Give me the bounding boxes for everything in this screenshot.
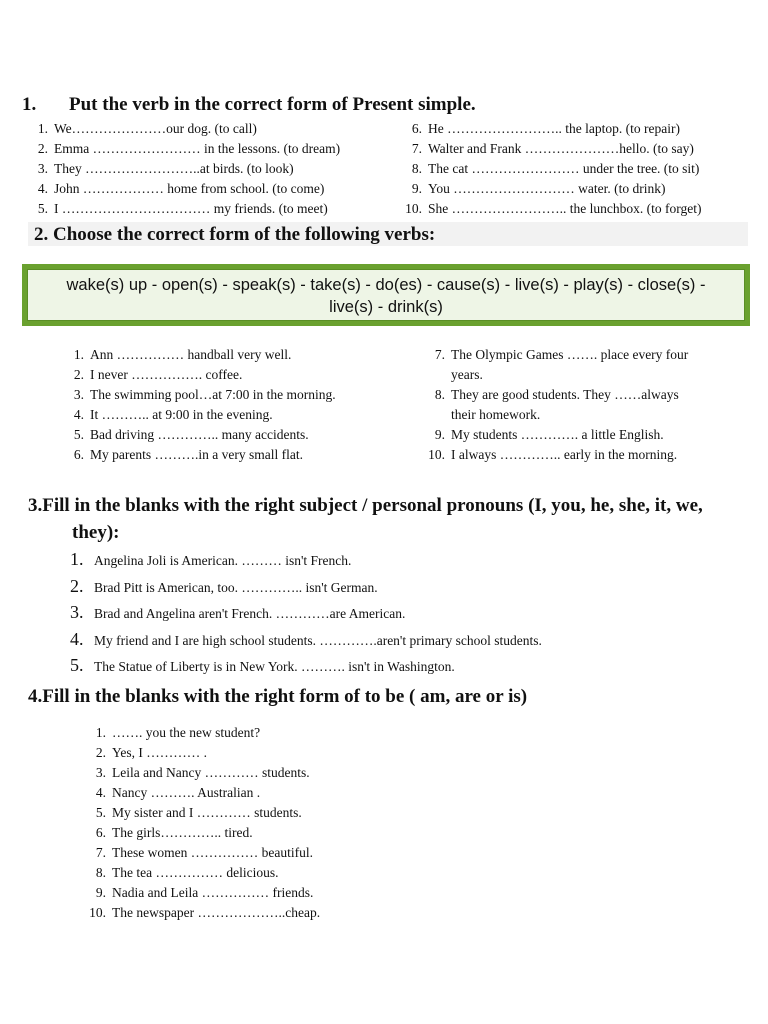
verb-choices-line1: wake(s) up - open(s) - speak(s) - take(s) - do(es) - cause(s) - live(s) - play(s) - close(s) - — [66, 276, 706, 294]
exercise-item: 5. My sister and I ………… students. — [95, 805, 302, 820]
exercise-item: 4. It ……….. at 9:00 in the evening. — [73, 407, 273, 422]
exercise-item: 2. I never ……………. coffee. — [73, 367, 243, 382]
exercise-item: 1. Angelina Joli is American. ……… isn't French. — [70, 549, 352, 569]
exercise-item: 9. Nadia and Leila …………… friends. — [95, 885, 314, 900]
exercise-item: 7. Walter and Frank …………………hello. (to say) — [411, 141, 694, 156]
exercise-item: 10. She …………………….. the lunchbox. (to forget) — [405, 201, 702, 216]
exercise-item: 5. I …………………………… my friends. (to meet) — [37, 201, 328, 216]
section3-heading — [28, 492, 758, 546]
exercise-item: 1. We…………………our dog. (to call) — [37, 121, 257, 136]
exercise-item: 4. John ……………… home from school. (to come) — [37, 181, 325, 196]
exercise-item: 10. The newspaper ………………..cheap. — [89, 905, 321, 920]
section1-left-column — [30, 119, 340, 219]
section2-right-column — [427, 345, 688, 465]
exercise-item: 6. My parents ……….in a very small flat. — [73, 447, 303, 462]
exercise-item: 8. The tea …………… delicious. — [95, 865, 279, 880]
section1-heading — [22, 94, 476, 116]
exercise-item: 8. The cat …………………… under the tree. (to sit) — [411, 161, 700, 176]
exercise-item: 6. He …………………….. the laptop. (to repair) — [411, 121, 680, 136]
exercise-item: 3. The swimming pool…at 7:00 in the morning. — [73, 387, 336, 402]
section2-number: 2. — [34, 224, 49, 245]
exercise-item-continued: their homework. — [451, 407, 541, 422]
exercise-item: 9. My students …………. a little English. — [434, 427, 664, 442]
exercise-item: 7. These women …………… beautiful. — [95, 845, 313, 860]
verb-choices-line2: live(s) - drink(s) — [329, 298, 443, 316]
section3-list — [70, 547, 542, 680]
exercise-item: 10. I always ………….. early in the morning. — [428, 447, 678, 462]
section4-title: 4.Fill in the blanks with the right form of to be ( am, are or is) — [28, 686, 528, 707]
exercise-item: 4. My friend and I are high school students. ………….aren't primary school students. — [70, 628, 542, 649]
section2-title: Choose the correct form of the following verbs: — [53, 224, 436, 245]
section4-list — [88, 723, 320, 923]
section4-heading — [28, 686, 527, 708]
exercise-item: 5. The Statue of Liberty is in New York. ………. isn't in Washington. — [70, 655, 455, 675]
section1-right-column — [404, 119, 701, 219]
section3-title-line2: they): — [72, 522, 120, 543]
verb-choices-box — [22, 264, 750, 326]
exercise-item: 4. Nancy ………. Australian . — [95, 785, 261, 800]
section1-number: 1. — [22, 94, 37, 115]
exercise-item: 2. Brad Pitt is American, too. ………….. isn't German. — [70, 575, 378, 596]
section2-heading — [34, 224, 435, 246]
exercise-item-continued: years. — [451, 367, 483, 382]
exercise-item: 2. Emma …………………… in the lessons. (to dream) — [37, 141, 341, 156]
exercise-item: 7. The Olympic Games ……. place every four — [434, 347, 689, 362]
exercise-item: 1. ……. you the new student? — [95, 725, 261, 740]
exercise-item: 2. Yes, I ………… . — [95, 745, 208, 760]
exercise-item: 3. Leila and Nancy ………… students. — [95, 765, 310, 780]
exercise-item: 9. You ……………………… water. (to drink) — [411, 181, 666, 196]
section2-left-column — [66, 345, 336, 465]
exercise-item: 6. The girls………….. tired. — [95, 825, 253, 840]
section1-title: Put the verb in the correct form of Present simple. — [69, 94, 476, 115]
exercise-item: 8. They are good students. They ……always — [434, 387, 679, 402]
section3-title-line1: 3.Fill in the blanks with the right subject / personal pronouns (I, you, he, she, it, we, — [28, 495, 703, 516]
exercise-item: 5. Bad driving ………….. many accidents. — [73, 427, 309, 442]
exercise-item: 1. Ann …………… handball very well. — [73, 347, 292, 362]
exercise-item: 3. They ……………………..at birds. (to look) — [37, 161, 294, 176]
exercise-item: 3. Brad and Angelina aren't French. …………are American. — [70, 602, 406, 622]
